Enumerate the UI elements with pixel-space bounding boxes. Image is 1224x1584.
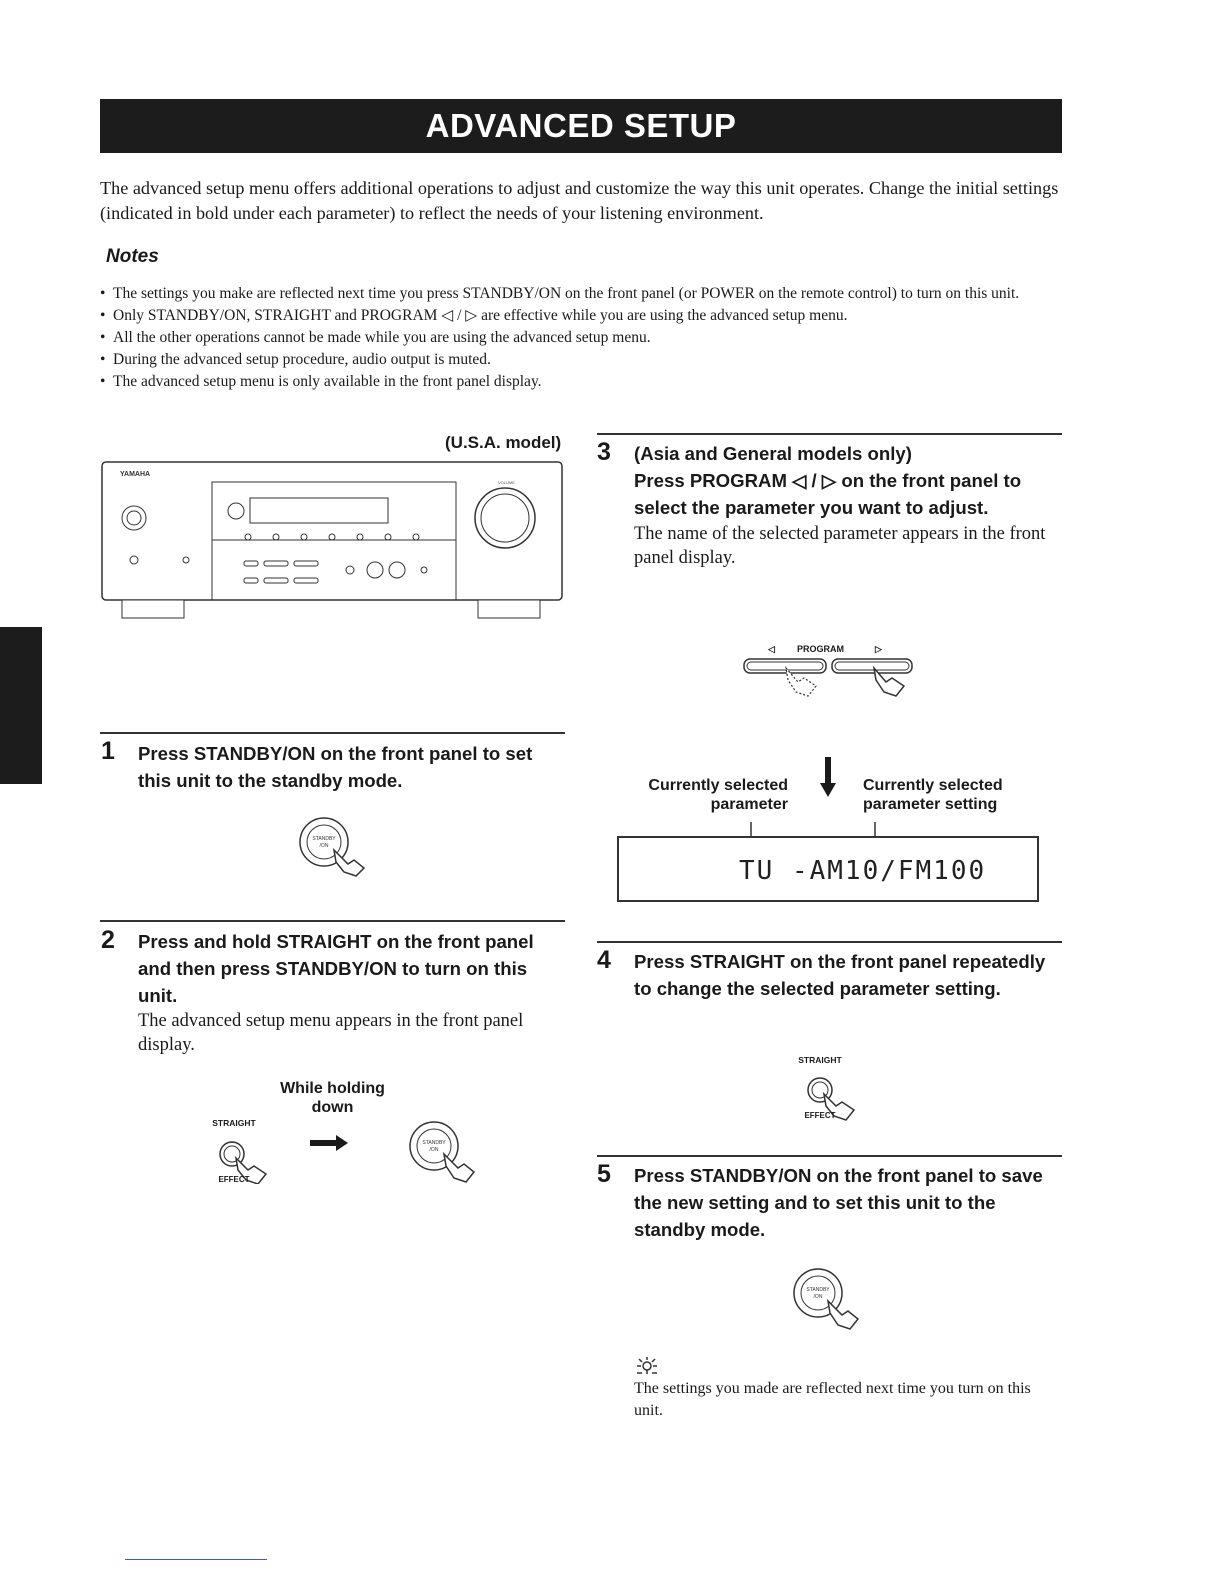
step-5-rule bbox=[597, 1155, 1062, 1157]
program-buttons-illustration bbox=[742, 656, 917, 701]
display-text: TU -AM10/FM100 bbox=[739, 856, 987, 886]
step-5-heading: Press STANDBY/ON on the front panel to save the new setting and to set this unit to the standby mode. bbox=[634, 1165, 1043, 1240]
section-tab bbox=[0, 627, 42, 784]
current-parameter-label: Currently selected parameter bbox=[648, 777, 788, 813]
program-label: PROGRAM bbox=[797, 644, 844, 654]
straight-label: STRAIGHT bbox=[212, 1118, 256, 1128]
step-2-rule bbox=[100, 920, 565, 922]
brand-logo: YAMAHA bbox=[120, 471, 151, 478]
program-left-arrow: ◁ bbox=[768, 644, 775, 654]
step-3-heading: Press PROGRAM ◁ / ▷ on the front panel to select the parameter you want to adjust. bbox=[634, 470, 1022, 518]
note-item: • The advanced setup menu is only available in the front panel display. bbox=[100, 371, 1065, 393]
step-2-body: The advanced setup menu appears in the front panel display. bbox=[138, 1011, 524, 1055]
current-setting-label: Currently selected parameter setting bbox=[863, 777, 1003, 813]
step-3-number: 3 bbox=[597, 438, 611, 466]
svg-text:/ON: /ON bbox=[319, 843, 329, 849]
intro-paragraph: The advanced setup menu offers additional operations to adjust and customize the way this unit operates. Change the initial settings (indicated in bold under each parameter) to reflect the needs of your listening environment. bbox=[100, 178, 1059, 223]
step-5-number: 5 bbox=[597, 1160, 611, 1188]
receiver-front-panel-illustration bbox=[100, 460, 565, 622]
note-item: • Only STANDBY/ON, STRAIGHT and PROGRAM ◁ / ▷ are effective while you are using the advanced setup menu. bbox=[100, 305, 1065, 327]
svg-text:/ON: /ON bbox=[813, 1294, 823, 1300]
step-4-heading: Press STRAIGHT on the front panel repeatedly to change the selected parameter setting. bbox=[634, 951, 1046, 999]
arrow-down-icon bbox=[820, 757, 836, 797]
page-title: ADVANCED SETUP bbox=[100, 99, 1062, 153]
svg-text:/ON: /ON bbox=[429, 1147, 439, 1153]
step-3-body: The name of the selected parameter appears in the front panel display. bbox=[634, 524, 1046, 568]
note-item: • The settings you make are reflected next time you press STANDBY/ON on the front panel (or POWER on the remote control) to turn on this unit. bbox=[100, 283, 1065, 305]
tip-lightbulb-icon bbox=[634, 1356, 660, 1376]
effect-label: EFFECT bbox=[218, 1175, 250, 1184]
volume-label: VOLUME bbox=[498, 480, 515, 485]
step-2-heading: Press and hold STRAIGHT on the front panel and then press STANDBY/ON to turn on this unit. bbox=[138, 931, 534, 1006]
step-1-heading: Press STANDBY/ON on the front panel to set this unit to the standby mode. bbox=[138, 743, 533, 791]
svg-text:STANDBY: STANDBY bbox=[422, 1140, 446, 1146]
tip-text: The settings you made are reflected next time you turn on this unit. bbox=[634, 1380, 1031, 1419]
svg-text:STANDBY: STANDBY bbox=[806, 1287, 830, 1293]
step-1-rule bbox=[100, 732, 565, 734]
standby-button-illustration bbox=[298, 812, 373, 878]
standby-button-illustration bbox=[790, 1265, 865, 1331]
step-3-rule bbox=[597, 433, 1062, 435]
arrow-right-icon bbox=[310, 1134, 350, 1152]
step-1-number: 1 bbox=[101, 737, 115, 765]
effect-label: EFFECT bbox=[804, 1111, 836, 1120]
step-4-number: 4 bbox=[597, 946, 611, 974]
model-label: (U.S.A. model) bbox=[445, 433, 562, 452]
step-3-heading-pre: (Asia and General models only) bbox=[634, 443, 912, 464]
step-4-rule bbox=[597, 941, 1062, 943]
note-item: • All the other operations cannot be made while you are using the advanced setup menu. bbox=[100, 327, 1065, 349]
step-2-number: 2 bbox=[101, 926, 115, 954]
notes-list bbox=[100, 283, 1065, 393]
footer-link-line bbox=[125, 1559, 267, 1560]
note-item: • During the advanced setup procedure, audio output is muted. bbox=[100, 349, 1065, 371]
straight-label: STRAIGHT bbox=[798, 1055, 842, 1065]
program-right-arrow: ▷ bbox=[875, 644, 882, 654]
front-panel-display bbox=[617, 836, 1039, 902]
svg-text:STANDBY: STANDBY bbox=[312, 836, 336, 842]
standby-button-illustration bbox=[408, 1120, 483, 1186]
notes-heading: Notes bbox=[106, 246, 159, 267]
while-holding-label: While holding down bbox=[280, 1080, 385, 1116]
